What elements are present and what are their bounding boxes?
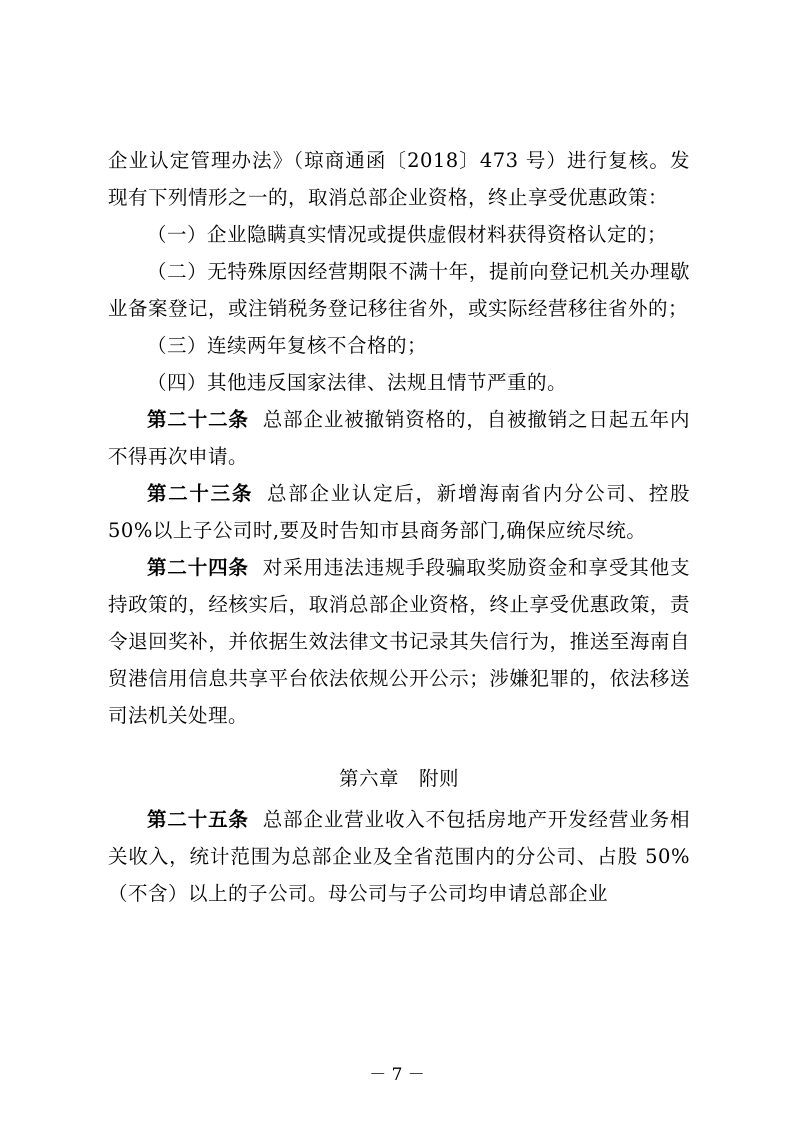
article-24: [108, 549, 690, 734]
paragraph-continuation: 企业认定管理办法》（琼商通函〔2018〕473 号）进行复核。发现有下列情形之一的，取消总部企业资格，终止享受优惠政策：: [108, 149, 690, 209]
article-25: [108, 801, 690, 912]
article-text: 总部企业认定后，新增海南省内分公司、控股 50%以上子公司时,要及时告知市县商务部门,确保应统尽统。: [108, 482, 690, 542]
article-number: 第二十四条: [147, 556, 249, 579]
clause-item-2: （二）无特殊原因经营期限不满十年，提前向登记机关办理歇业备案登记，或注销税务登记移往省外，或实际经营移往省外的；: [108, 260, 690, 320]
article-text: 总部企业营业收入不包括房地产开发经营业务相关收入，统计范围为总部企业及全省范围内的分公司、占股 50%（不含）以上的子公司。母公司与子公司均申请总部企业: [108, 808, 690, 905]
document-body: [108, 142, 690, 912]
article-number: 第二十五条: [147, 808, 249, 831]
article-number: 第二十三条: [147, 482, 254, 505]
article-number: 第二十二条: [147, 408, 249, 431]
article-text: 对采用违法违规手段骗取奖励资金和享受其他支持政策的，经核实后，取消总部企业资格，终止享受优惠政策，责令退回奖补，并依据生效法律文书记录其失信行为，推送至海南自贸港信用信息共享平台依法依规公开公示；涉嫌犯罪的，依法移送司法机关处理。: [108, 556, 690, 727]
article-23: [108, 475, 690, 549]
article-22: [108, 401, 690, 475]
clause-item-1: （一）企业隐瞒真实情况或提供虚假材料获得资格认定的；: [147, 223, 668, 246]
article-text: 总部企业被撤销资格的，自被撤销之日起五年内不得再次申请。: [108, 408, 690, 468]
clause-item-3: （三）连续两年复核不合格的；: [147, 334, 428, 357]
clause-item-4: （四）其他违反国家法律、法规且情节严重的。: [147, 371, 568, 394]
page-number: － 7 －: [369, 1065, 425, 1085]
chapter-heading: 第六章 附则: [338, 767, 459, 790]
